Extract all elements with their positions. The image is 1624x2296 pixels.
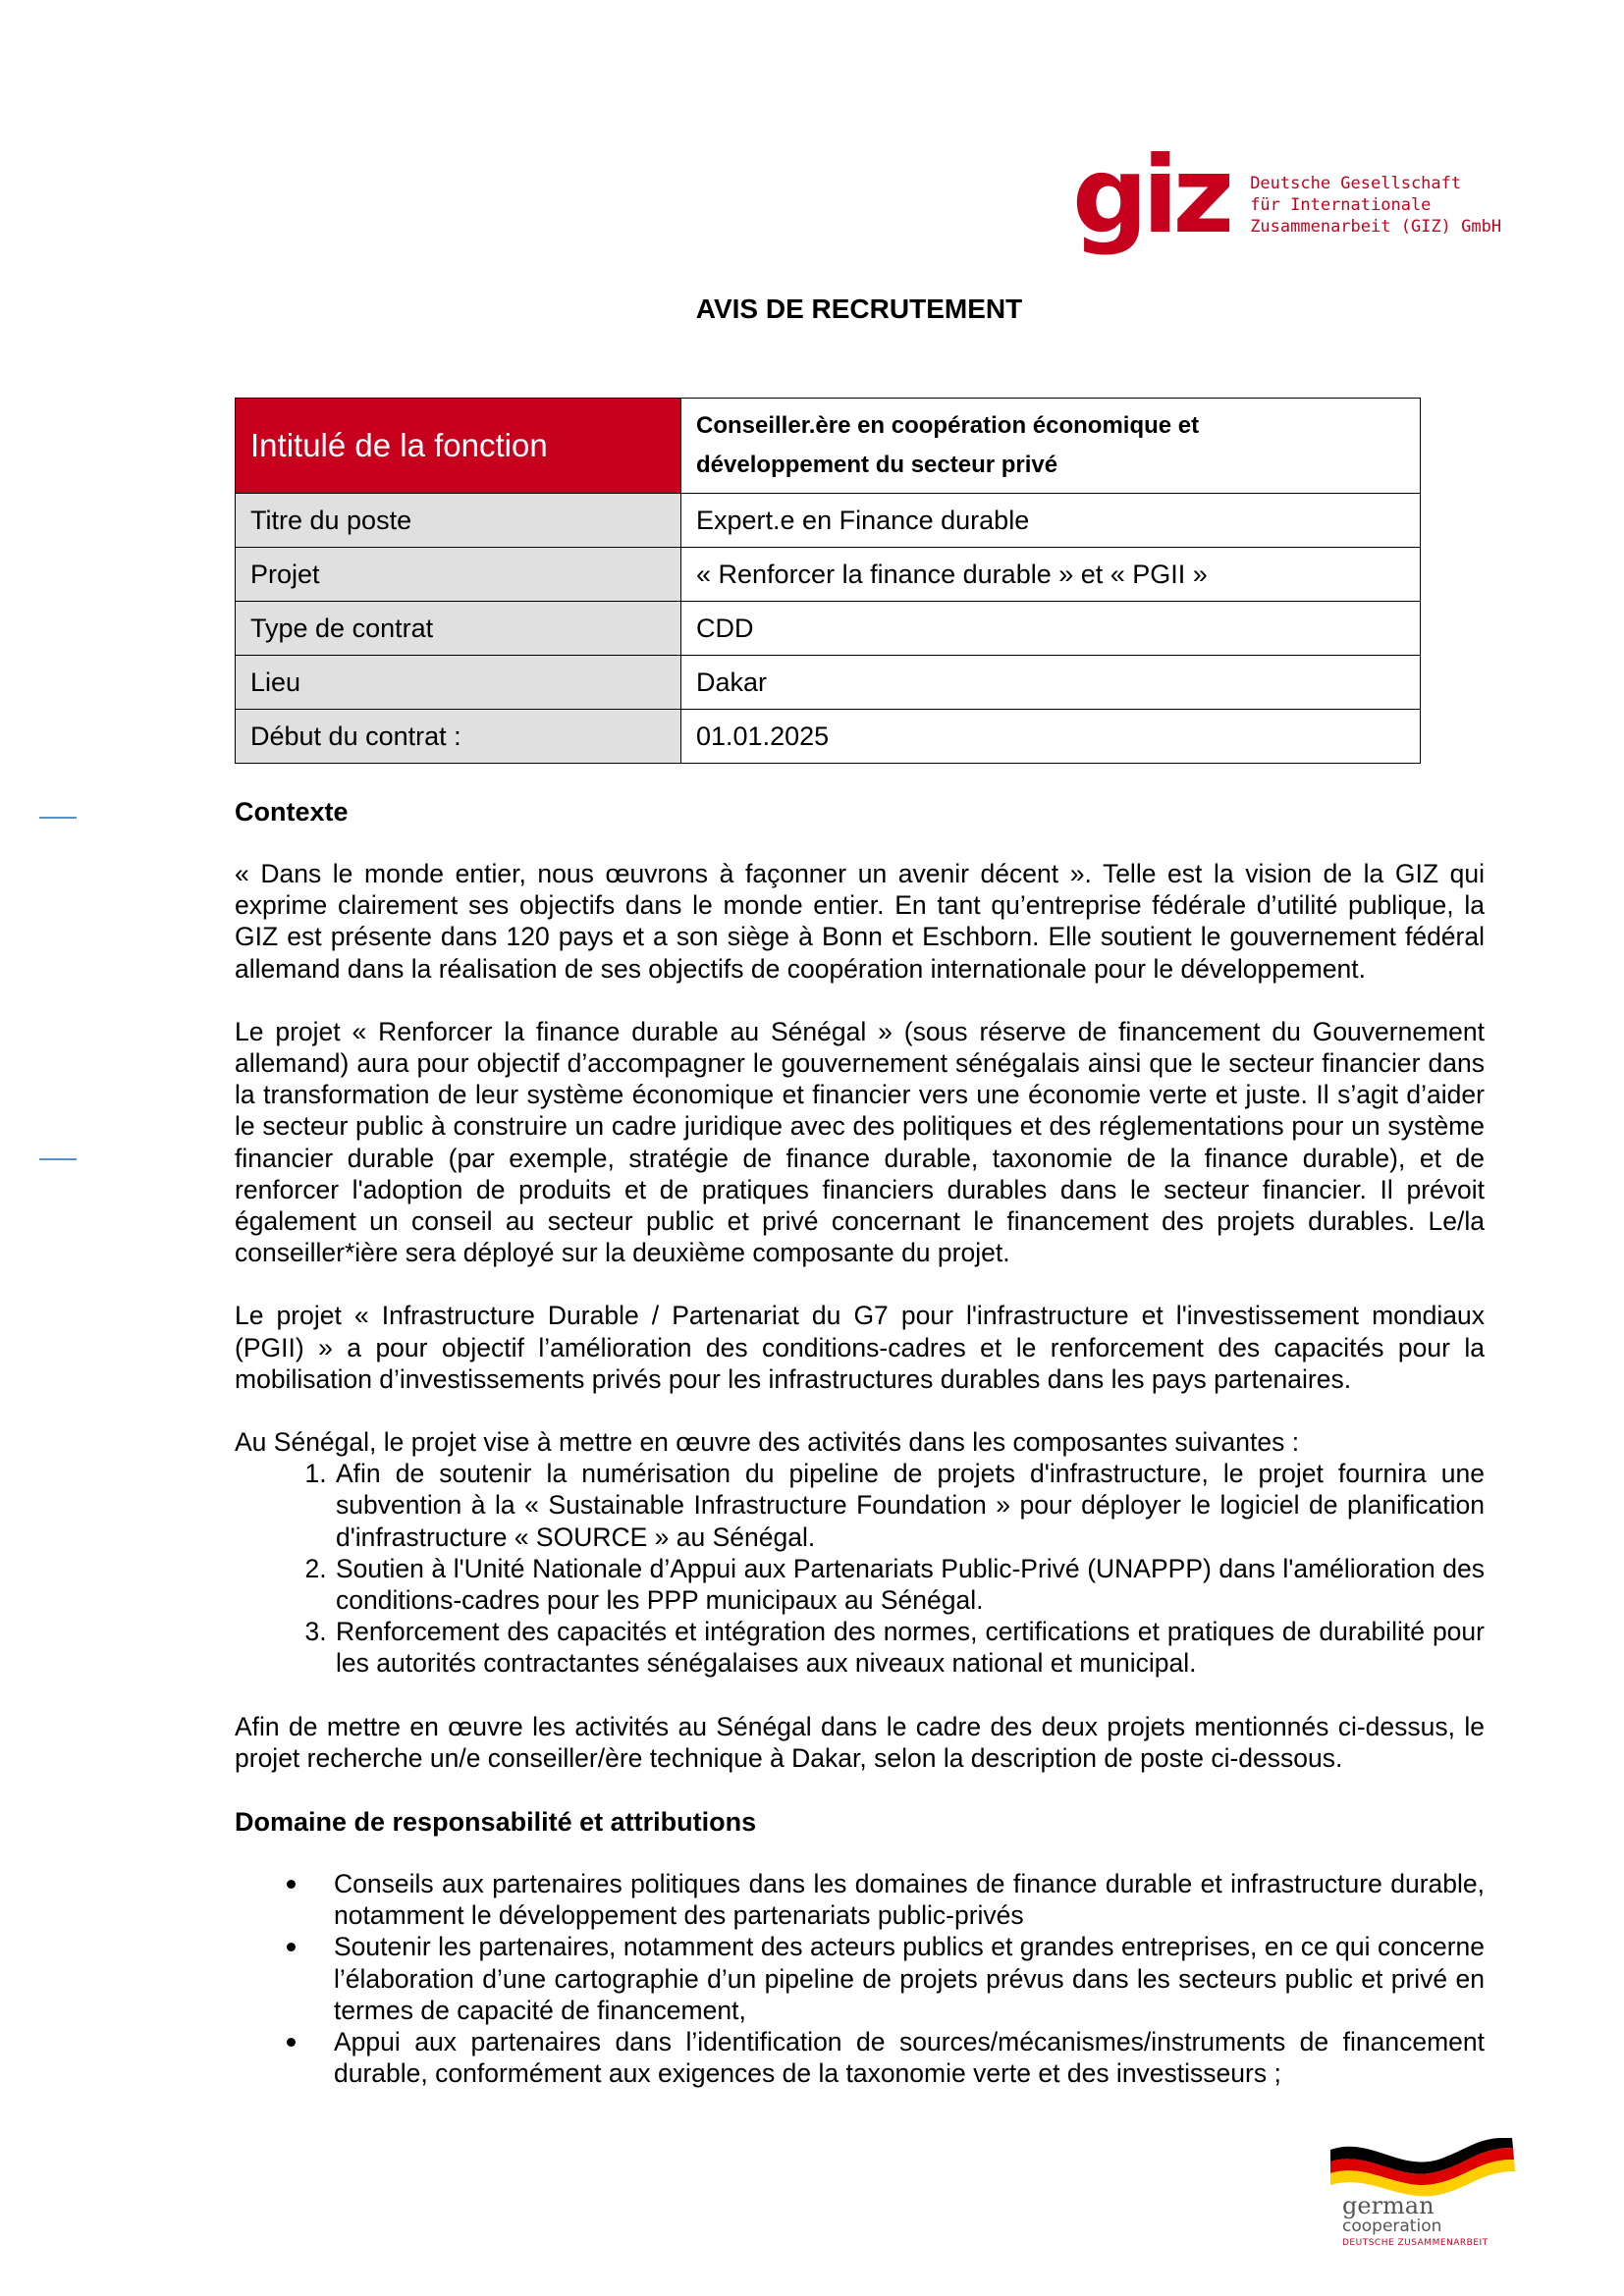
responsibilities-list: [235, 1868, 1485, 2089]
flag-ribbon-icon: [1330, 2138, 1527, 2197]
row-value: CDD: [681, 602, 1421, 656]
german-word: german: [1342, 2192, 1435, 2219]
paragraph: Afin de mettre en œuvre les activités au Sénégal dans le cadre des deux projets mentionnés ci-dessus, le projet recherche un/e conseiller/ère technique à Dakar, selon la description de poste ci-dessous.: [235, 1711, 1485, 1773]
list-item: 1. Afin de soutenir la numérisation du pipeline de projets d'infrastructure, le projet fournira une subvention à la « Sustainable Infrastructure Foundation » pour déployer le logiciel de planification d'infrastructure « SOURCE » au Sénégal.: [334, 1458, 1485, 1553]
cooperation-word: cooperation: [1342, 2216, 1442, 2236]
row-label: Projet: [236, 548, 681, 602]
table-row: [236, 710, 1421, 764]
giz-logo-text: [1250, 173, 1501, 238]
row-value: « Renforcer la finance durable » et « PGII »: [681, 548, 1421, 602]
row-label: Titre du poste: [236, 494, 681, 548]
bullet-icon: [287, 1880, 296, 1889]
row-value: Dakar: [681, 656, 1421, 710]
list-item: 2. Soutien à l'Unité Nationale d’Appui aux Partenariats Public-Privé (UNAPPP) dans l'amélioration des conditions-cadres pour les PPP municipaux au Sénégal.: [334, 1553, 1485, 1616]
row-value: Expert.e en Finance durable: [681, 494, 1421, 548]
job-function-value: [681, 399, 1421, 494]
giz-logo-line: für Internationale: [1250, 195, 1432, 215]
table-row: [236, 656, 1421, 710]
row-label: Lieu: [236, 656, 681, 710]
section-heading-responsibilities: Domaine de responsabilité et attributions: [235, 1807, 757, 1838]
list-item: [334, 1931, 1485, 2026]
job-function-line: développement du secteur privé: [696, 452, 1058, 478]
list-item-text: Appui aux partenaires dans l’identification de sources/mécanismes/instruments de financement durable, conformément aux exigences de la taxonomie verte et des investisseurs ;: [334, 2027, 1485, 2089]
table-row: [236, 399, 1421, 494]
list-item: [334, 2026, 1485, 2089]
giz-logo-line: Zusammenarbeit (GIZ) GmbH: [1250, 217, 1502, 237]
german-cooperation-logo: [1330, 2138, 1527, 2256]
margin-marker: [39, 817, 77, 819]
bullet-icon: [287, 2038, 296, 2047]
paragraph: Au Sénégal, le projet vise à mettre en œuvre des activités dans les composantes suivantes :: [235, 1427, 1300, 1458]
job-function-label: Intitulé de la fonction: [236, 399, 681, 494]
margin-marker: [39, 1158, 77, 1160]
page-title: AVIS DE RECRUTEMENT: [695, 294, 1023, 324]
giz-logo: [1072, 134, 1502, 265]
table-row: [236, 602, 1421, 656]
job-function-line: Conseiller.ère en coopération économique et: [696, 412, 1200, 439]
job-info-table: [235, 398, 1421, 764]
giz-logo-line: Deutsche Gesellschaft: [1250, 174, 1462, 193]
row-label: Type de contrat: [236, 602, 681, 656]
list-item: [334, 1868, 1485, 1931]
list-item: 3. Renforcement des capacités et intégration des normes, certifications et pratiques de durabilité pour les autorités contractantes sénégalaises aux niveaux national et municipal.: [334, 1616, 1485, 1679]
row-label: Début du contrat :: [236, 710, 681, 764]
list-item-text: Conseils aux partenaires politiques dans les domaines de finance durable et infrastructure durable, notamment le développement des partenariats public-privés: [334, 1869, 1485, 1931]
paragraph: Le projet « Infrastructure Durable / Partenariat du G7 pour l'infrastructure et l'investissement mondiaux (PGII) » a pour objectif l’amélioration des conditions-cadres et le renforcement des capacités pour la mobilisation d’investissements privés pour les infrastructures durables dans les pays partenaires.: [235, 1301, 1485, 1394]
list-item-text: Soutenir les partenaires, notamment des acteurs publics et grandes entreprises, en ce qui concerne l’élaboration d’une cartographie d’un pipeline de projets prévus dans les secteurs public et privé en termes de capacité de financement,: [334, 1932, 1485, 2025]
components-list: [235, 1458, 1485, 1679]
zusammenarbeit-word: DEUTSCHE ZUSAMMENARBEIT: [1342, 2238, 1489, 2248]
document-body: [235, 795, 1485, 2090]
section-heading-context: Contexte: [235, 797, 349, 827]
row-value: 01.01.2025: [681, 710, 1421, 764]
table-row: [236, 494, 1421, 548]
giz-logo-mark: giz: [1072, 134, 1229, 257]
paragraph: Le projet « Renforcer la finance durable au Sénégal » (sous réserve de financement du Gouvernement allemand) aura pour objectif d’accompagner le gouvernement sénégalais ainsi que le secteur financier dans la transformation de leur système économique et financier vers une économie verte et juste. Il s’agit d’aider le secteur public à construire un cadre juridique avec des politiques et des réglementations pour un système financier durable (par exemple, stratégie de finance durable, taxonomie de la finance durable), et de renforcer l'adoption de produits et de pratiques financiers durables dans le secteur financier. Il prévoit également un conseil au secteur public et privé concernant le financement des projets durables. Le/la conseiller*ière sera déployé sur la deuxième composante du projet.: [235, 1016, 1485, 1268]
bullet-icon: [287, 1943, 296, 1951]
table-row: [236, 548, 1421, 602]
paragraph: « Dans le monde entier, nous œuvrons à façonner un avenir décent ». Telle est la vision de la GIZ qui exprime clairement ses objectifs dans le monde entier. En tant qu’entreprise fédérale d’utilité publique, la GIZ est présente dans 120 pays et a son siège à Bonn et Eschborn. Elle soutient le gouvernement fédéral allemand dans la réalisation de ses objectifs de coopération internationale pour le développement.: [235, 859, 1485, 984]
